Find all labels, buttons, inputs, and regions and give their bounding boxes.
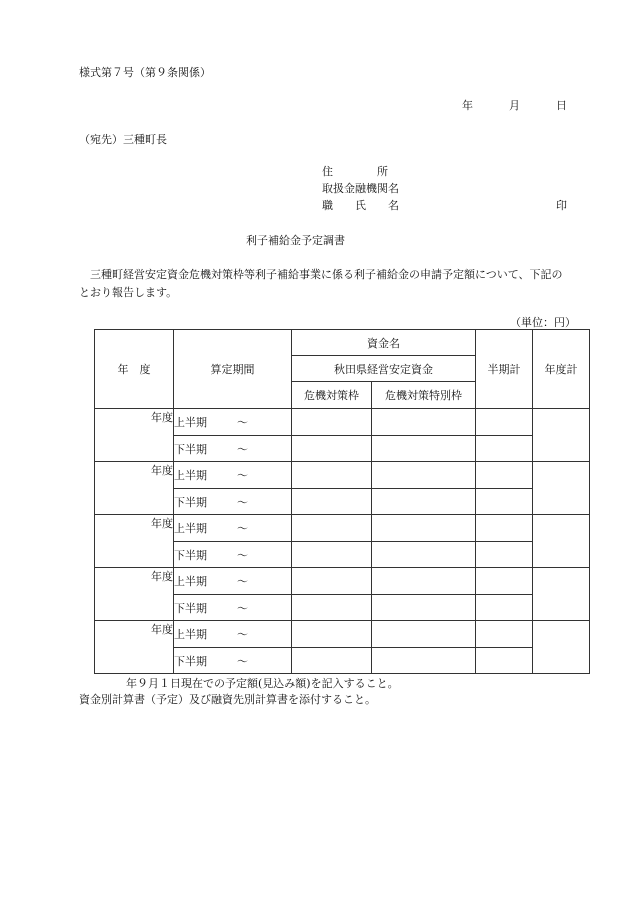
year-total-cell — [533, 462, 590, 515]
year-total-cell — [533, 515, 590, 568]
fiscal-year-cell: 年度 — [95, 515, 174, 568]
tilde-mark: ～ — [237, 654, 248, 668]
crisis-special-amount-cell — [372, 462, 476, 489]
half-total-cell — [476, 648, 533, 674]
period-cell — [174, 409, 292, 436]
period-cell — [174, 489, 292, 515]
half-total-cell — [476, 462, 533, 489]
period-cell — [174, 648, 292, 674]
period-cell — [174, 462, 292, 489]
crisis-amount-cell — [292, 462, 372, 489]
date-day-label: 日 — [556, 99, 567, 112]
table-row — [95, 462, 590, 489]
col-period-header: 算定期間 — [174, 330, 292, 409]
document-title: 利子補給金予定調書 — [246, 234, 345, 247]
note-2: 資金別計算書（予定）及び融資先別計算書を添付すること。 — [79, 693, 376, 706]
body-paragraph: 三種町経営安定資金危機対策枠等利子補給事業に係る利子補給金の申請予定額について、下記のとおり報告します。 — [79, 268, 563, 299]
crisis-amount-cell — [292, 542, 372, 568]
title-name-label: 職 氏 名 — [322, 199, 399, 212]
crisis-amount-cell — [292, 489, 372, 515]
crisis-amount-cell — [292, 648, 372, 674]
date-month-label: 月 — [509, 99, 520, 112]
crisis-special-amount-cell — [372, 515, 476, 542]
crisis-amount-cell — [292, 409, 372, 436]
crisis-special-amount-cell — [372, 595, 476, 621]
tilde-mark: ～ — [237, 416, 248, 429]
table-body — [95, 409, 590, 674]
period-cell — [174, 568, 292, 595]
tilde-mark: ～ — [237, 469, 248, 482]
tilde-mark: ～ — [237, 575, 248, 588]
first-half-label: 上半期 — [174, 628, 207, 641]
crisis-special-amount-cell — [372, 409, 476, 436]
tilde-mark: ～ — [237, 442, 248, 456]
addressee: （宛先）三種町長 — [79, 133, 167, 146]
unit-label: （単位：円） — [510, 316, 576, 329]
col-half-total-header: 半期計 — [476, 330, 533, 409]
tilde-mark: ～ — [237, 548, 248, 562]
first-half-label: 上半期 — [174, 416, 207, 429]
col-fund-name-header: 資金名 — [292, 330, 476, 356]
tilde-mark: ～ — [237, 601, 248, 615]
col-year-header: 年 度 — [95, 330, 174, 409]
table-row — [95, 621, 590, 648]
date-year-label: 年 — [462, 99, 473, 112]
header-row — [95, 330, 590, 356]
table-row — [95, 409, 590, 436]
col-fund-group-header: 秋田県経営安定資金 — [292, 356, 476, 382]
second-half-label: 下半期 — [174, 601, 207, 615]
col-year-total-header: 年度計 — [533, 330, 590, 409]
subsidy-schedule-table — [94, 329, 590, 674]
col-crisis-header: 危機対策枠 — [292, 382, 372, 409]
half-total-cell — [476, 621, 533, 648]
col-crisis-special-header: 危機対策特別枠 — [372, 382, 476, 409]
fiscal-year-cell: 年度 — [95, 568, 174, 621]
period-cell — [174, 542, 292, 568]
crisis-amount-cell — [292, 595, 372, 621]
tilde-mark: ～ — [237, 495, 248, 509]
first-half-label: 上半期 — [174, 469, 207, 482]
seal-mark: 印 — [556, 199, 567, 212]
half-total-cell — [476, 595, 533, 621]
crisis-amount-cell — [292, 515, 372, 542]
table-row — [95, 568, 590, 595]
first-half-label: 上半期 — [174, 575, 207, 588]
year-total-cell — [533, 568, 590, 621]
first-half-label: 上半期 — [174, 522, 207, 535]
second-half-label: 下半期 — [174, 442, 207, 456]
form-number: 様式第７号（第９条関係） — [79, 66, 211, 79]
crisis-special-amount-cell — [372, 489, 476, 515]
period-cell — [174, 436, 292, 462]
crisis-amount-cell — [292, 621, 372, 648]
crisis-special-amount-cell — [372, 542, 476, 568]
address-label: 住 所 — [322, 165, 388, 178]
table-row — [95, 515, 590, 542]
half-total-cell — [476, 515, 533, 542]
crisis-special-amount-cell — [372, 648, 476, 674]
tilde-mark: ～ — [237, 628, 248, 641]
crisis-amount-cell — [292, 436, 372, 462]
period-cell — [174, 621, 292, 648]
note-1: 年９月１日現在での予定額(見込み額)を記入すること。 — [126, 677, 399, 690]
year-total-cell — [533, 409, 590, 462]
institution-label: 取扱金融機関名 — [322, 182, 399, 195]
second-half-label: 下半期 — [174, 654, 207, 668]
second-half-label: 下半期 — [174, 495, 207, 509]
year-total-cell — [533, 621, 590, 674]
period-cell — [174, 595, 292, 621]
crisis-amount-cell — [292, 568, 372, 595]
half-total-cell — [476, 542, 533, 568]
half-total-cell — [476, 489, 533, 515]
half-total-cell — [476, 568, 533, 595]
crisis-special-amount-cell — [372, 621, 476, 648]
fiscal-year-cell: 年度 — [95, 409, 174, 462]
tilde-mark: ～ — [237, 522, 248, 535]
second-half-label: 下半期 — [174, 548, 207, 562]
crisis-special-amount-cell — [372, 436, 476, 462]
period-cell — [174, 515, 292, 542]
fiscal-year-cell: 年度 — [95, 621, 174, 674]
fiscal-year-cell: 年度 — [95, 462, 174, 515]
crisis-special-amount-cell — [372, 568, 476, 595]
half-total-cell — [476, 436, 533, 462]
half-total-cell — [476, 409, 533, 436]
